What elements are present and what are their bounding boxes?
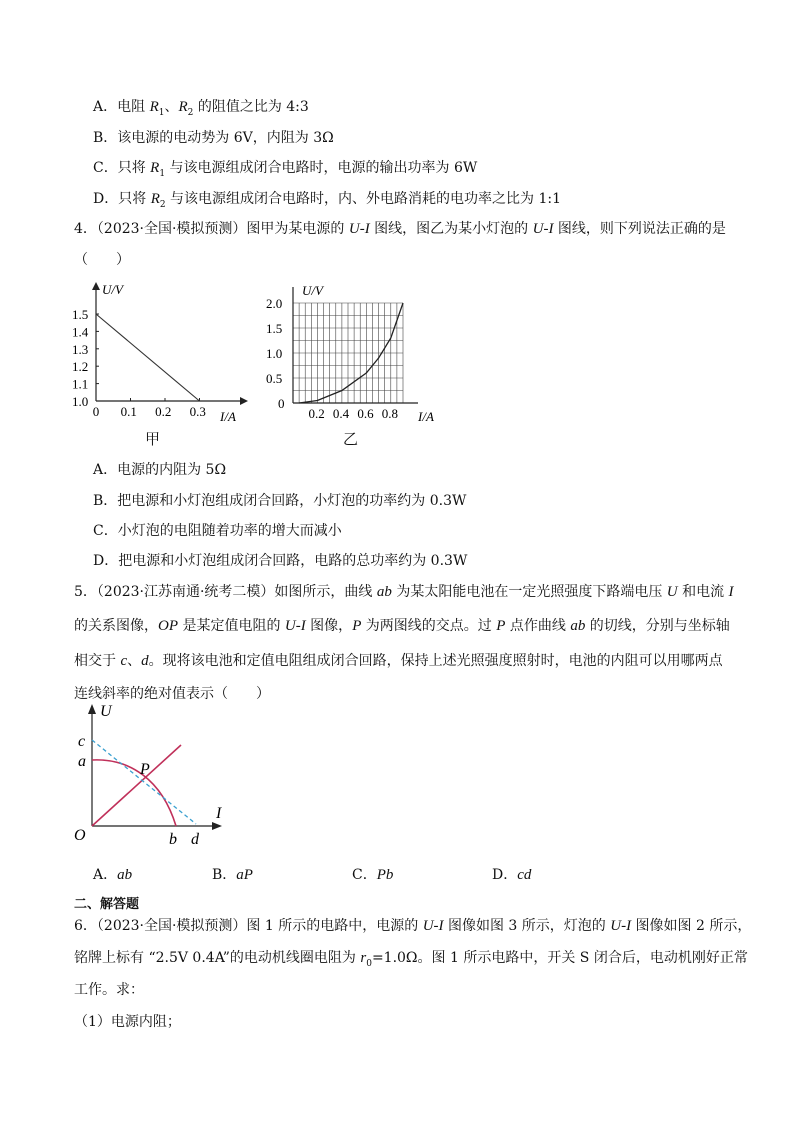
chart-yi-axes [293, 287, 418, 403]
chart-jia-ytick-label: 1.3 [72, 341, 89, 357]
chart-yi-ytick-label: 0 [278, 396, 285, 411]
q5-label-p: P [140, 761, 150, 778]
chart-jia-ytick-label: 1.2 [72, 359, 89, 375]
chart-jia-series-line [96, 314, 200, 401]
q4-stem: 4．（2023·全国·模拟预测）图甲为某电源的 U-I 图线，图乙为某小灯泡的 U-I 图线，则下列说法正确的是 [74, 221, 726, 237]
chart-jia-axes [92, 282, 248, 405]
chart-yi-ytick-label: 1.0 [266, 346, 283, 361]
q5-label-c: c [78, 733, 86, 750]
q5-stem-line-2: 的关系图像，OP 是某定值电阻的 U-I 图像，P 为两图线的交点。过 P 点作曲线 ab 的切线，分别与坐标轴 [74, 618, 730, 634]
q5-option-a: A．ab [93, 867, 133, 883]
q4-option-a: A．电源的内阻为 5Ω [93, 462, 227, 478]
q5-label-o: O [74, 827, 86, 844]
q5-label-b: b [169, 831, 177, 848]
q4-option-c: C．小灯泡的电阻随着功率的增大而减小 [93, 523, 342, 539]
chart-jia-ytick-label: 1.5 [72, 307, 89, 322]
chart-jia-xtick-label: 0.1 [120, 404, 137, 419]
q5-u-axis-arrow [88, 704, 96, 714]
chart-yi-ylabel: U/V [302, 283, 323, 298]
q5-option-b: B．aP [212, 867, 253, 883]
chart-yi-xtick-label: 0.2 [308, 406, 325, 421]
q5-option-c: C．Pb [352, 867, 394, 883]
q5-option-d: D．cd [492, 867, 532, 883]
chart-jia-ylabel: U/V [102, 282, 123, 297]
q5-label-i: I [216, 805, 222, 822]
chart-jia [70, 280, 250, 425]
q6-stem-line-3: 工作。求： [74, 982, 144, 998]
q5-label-d: d [191, 831, 199, 848]
chart-jia-ytick-label: 1.1 [72, 376, 89, 392]
chart-yi-grid [293, 303, 403, 403]
chart-yi-caption: 乙 [343, 430, 359, 448]
chart-jia-ytick-label: 1.4 [72, 324, 89, 340]
q5-line-op [92, 745, 181, 826]
q5-stem-line-3: 相交于 c、d。现将该电池和定值电阻组成闭合回路，保持上述光照强度照射时，电池的内阻可以用哪两点 [74, 653, 723, 669]
chart-jia-ytick-label: 1.0 [72, 394, 89, 409]
chart-yi-ytick-label: 1.5 [266, 321, 283, 336]
chart-jia-xtick-label: 0 [92, 404, 100, 419]
q3-option-d: D．只将 $R_2$ 与该电源组成闭合电路时，内、外电路消耗的电功率之比为 1:1 [93, 191, 562, 210]
q4-option-d: D．把电源和小灯泡组成闭合回路，电路的总功率约为 0.3W [93, 553, 468, 569]
q4-option-b: B．把电源和小灯泡组成闭合回路，小灯泡的功率约为 0.3W [93, 493, 467, 509]
q5-stem-line-4: 连线斜率的绝对值表示（ ） [74, 686, 270, 702]
chart-jia-caption: 甲 [145, 430, 161, 448]
chart-yi-xtick-label: 0.6 [357, 406, 374, 421]
q3-option-a: A．电阻 $R_1$、$R_2$ 的阻值之比为 4:3 [93, 99, 309, 118]
q5-label-u: U [100, 703, 112, 720]
q6-sub-question-1: （1）电源内阻； [74, 1014, 181, 1030]
q3-option-c: C．只将 $R_1$ 与该电源组成闭合电路时，电源的输出功率为 6W [93, 160, 478, 179]
q5-label-a: a [78, 753, 86, 770]
chart-yi-ytick-label: 2.0 [266, 296, 283, 311]
chart-jia-xtick-label: 0.3 [189, 404, 206, 419]
q5-stem-line-1: 5．（2023·江苏南通·统考二模）如图所示，曲线 ab 为某太阳能电池在一定光照强度下路端电压 U 和电流 I [74, 584, 734, 600]
chart-yi-xtick-label: 0.4 [332, 406, 350, 421]
chart-yi-ytick-label: 0.5 [266, 371, 283, 386]
q3-option-b: B．该电源的电动势为 6V，内阻为 3Ω [93, 130, 334, 146]
chart-jia-xlabel: I/A [220, 409, 236, 424]
section-heading: 二、解答题 [74, 897, 140, 912]
q6-stem-line-1: 6．（2023·全国·模拟预测）图 1 所示的电路中，电源的 U-I 图像如图 3 所示，灯泡的 U-I 图像如图 2 所示， [74, 918, 752, 934]
q6-stem-line-2: 铭牌上标有 “2.5V 0.4A”的电动机线圈电阻为 $r_0=1.0\Omega$。图 1 所示电路中，开关 S 闭合后，电动机刚好正常 [74, 950, 748, 969]
chart-jia-xtick-label: 0.2 [155, 404, 172, 419]
chart-yi-xtick-label: 0.8 [381, 406, 399, 421]
q5-i-axis-arrow [212, 822, 222, 830]
q5-figure [70, 700, 240, 850]
q4-answer-paren: （ ） [74, 252, 130, 268]
q5-curve-ab [92, 760, 176, 826]
chart-jia-y-arrow [92, 282, 100, 290]
chart-yi-xlabel: I/A [418, 409, 434, 424]
chart-yi [258, 283, 448, 428]
chart-jia-x-arrow [240, 397, 248, 405]
